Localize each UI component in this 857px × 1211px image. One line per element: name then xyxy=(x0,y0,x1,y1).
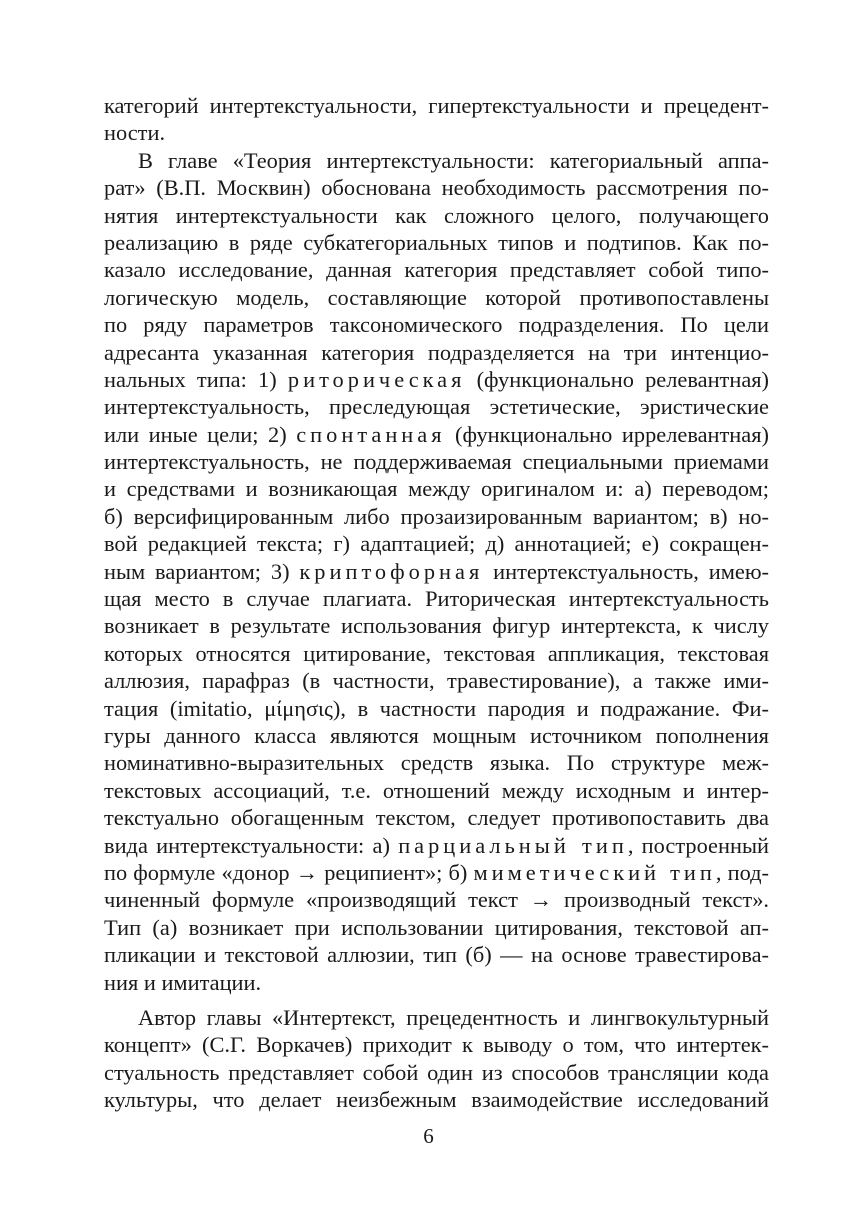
text-line: текстуально обогащенным текстом, следует противопоставить два xyxy=(104,805,769,831)
page-number: 6 xyxy=(423,1124,434,1148)
text-line: вой редакцией текста; г) адаптацией; д) аннотацией; е) сокращен- xyxy=(104,531,769,557)
spaced-term: миметический тип xyxy=(473,859,716,885)
text-line: категорий интертекстуальности, гипертекстуальности и прецедент- xyxy=(104,93,769,118)
text-line: культуры, что делает неизбежным взаимодействие исследований xyxy=(104,1087,769,1113)
text-line: по ряду параметров таксономического подразделения. По цели xyxy=(104,312,769,338)
spaced-term: риторическая xyxy=(287,366,466,392)
text-line: щая место в случае плагиата. Риторическая интертекстуальность xyxy=(104,586,769,612)
text-line: ния и имитации. xyxy=(104,969,262,995)
text-line: Автор главы «Интертекст, прецедентность и лингвокультурный xyxy=(138,1004,769,1030)
text-line: нятия интертекстуальности как сложного целого, получающего xyxy=(104,202,769,228)
text-line: б) версифицированным либо прозаизированным вариантом; в) но- xyxy=(104,503,769,529)
text-line: концепт» (С.Г. Воркачев) приходит к выводу о том, что интертек- xyxy=(104,1032,769,1058)
text-line: интертекстуальность, не поддерживаемая специальными приемами xyxy=(104,449,769,475)
text-line: ным вариантом; 3) криптофорная интертекстуальность, имею- xyxy=(104,558,769,584)
text-line: стуальность представляет собой один из способов трансляции кода xyxy=(104,1059,769,1085)
text-line: аллюзия, парафраз (в частности, травестирование), а также ими- xyxy=(104,668,769,694)
paragraph-3 xyxy=(104,1004,769,1114)
text-line: тация (imitatio, μίμησις), в частности пародия и подражание. Фи- xyxy=(104,695,769,721)
text-line: или иные цели; 2) спонтанная (функционально иррелевантная) xyxy=(104,421,769,447)
spaced-term: спонтанная xyxy=(296,421,446,447)
text-line: пликации и текстовой аллюзии, тип (б) — на основе травестирова- xyxy=(104,942,769,968)
spaced-term: парциальный тип xyxy=(398,832,628,858)
text-line: казало исследование, данная категория представляет собой типо- xyxy=(104,257,769,283)
spaced-term: криптофорная xyxy=(299,558,484,584)
text-line: интертекстуальность, преследующая эстетические, эристические xyxy=(104,394,769,420)
text-line: вида интертекстуальности: а) парциальный тип, построенный xyxy=(104,832,769,858)
text-line: номинативно-выразительных средств языка. По структуре меж- xyxy=(104,750,769,776)
text-line: логическую модель, составляющие которой противопоставлены xyxy=(104,284,769,310)
text-line: и средствами и возникающая между оригиналом и: а) переводом; xyxy=(104,476,769,502)
text-line: В главе «Теория интертекстуальности: категориальный аппа- xyxy=(138,147,769,173)
text-line: нальных типа: 1) риторическая (функционально релевантная) xyxy=(104,366,770,392)
text-line: реализацию в ряде субкатегориальных типов и подтипов. Как по- xyxy=(104,229,769,255)
text-line: Тип (а) возникает при использовании цитирования, текстовой ап- xyxy=(104,914,769,940)
text-line: текстовых ассоциаций, т.е. отношений между исходным и интер- xyxy=(104,777,769,803)
page-text xyxy=(104,92,769,1113)
text-line: рат» (В.П. Москвин) обоснована необходимость рассмотрения по- xyxy=(104,175,769,201)
text-line: чиненный формуле «производящий текст → производный текст». xyxy=(104,887,769,913)
paragraph-1 xyxy=(104,92,769,147)
text-line: ности. xyxy=(104,120,166,146)
text-line: гуры данного класса являются мощным источником пополнения xyxy=(104,722,769,748)
text-line: возникает в результате использования фигур интертекста, к числу xyxy=(104,613,769,639)
text-line: адресанта указанная категория подразделяется на три интенцио- xyxy=(104,339,769,365)
paragraph-2 xyxy=(104,147,769,996)
text-line: по формуле «донор → реципиент»; б) миметический тип, под- xyxy=(104,859,769,885)
text-line: которых относятся цитирование, текстовая аппликация, текстовая xyxy=(104,640,769,666)
